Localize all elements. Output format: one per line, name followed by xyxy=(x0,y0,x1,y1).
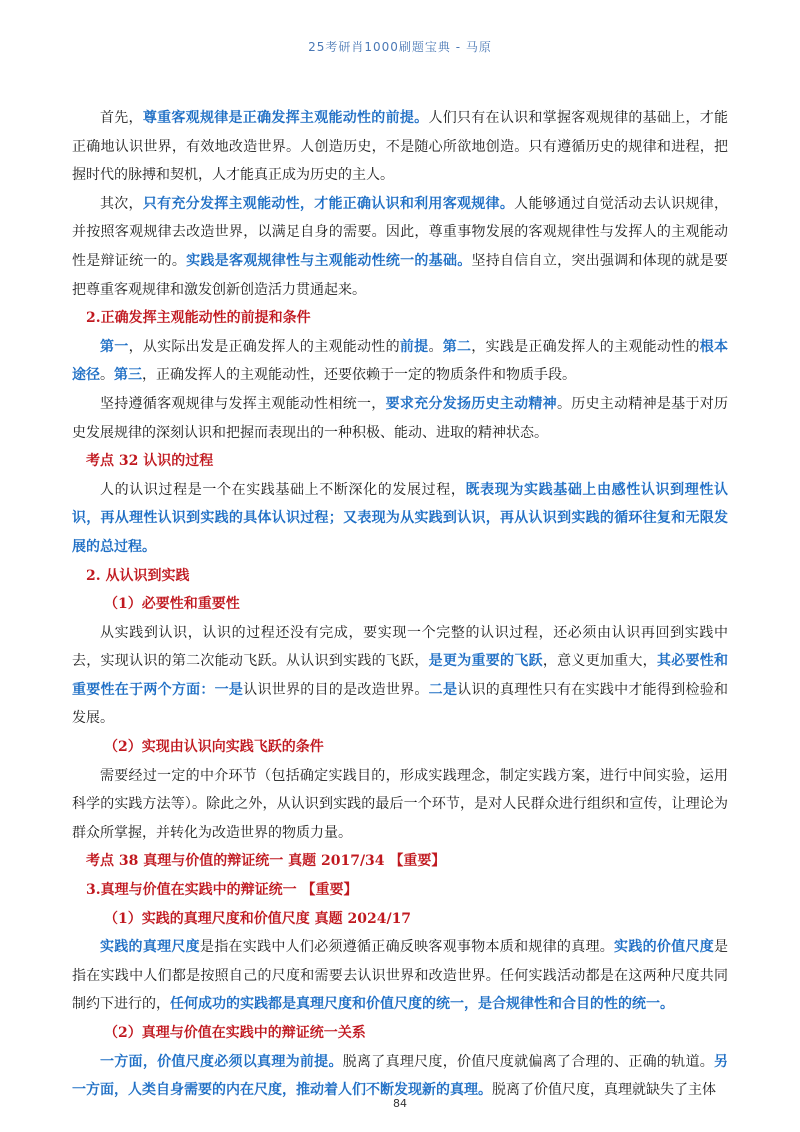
paragraph: 从实践到认识，认识的过程还没有完成，要实现一个完整的认识过程，还必须由认识再回到实践中去，实现认识的第二次能动飞跃。从认识到实践的飞跃，是更为重要的飞跃，意义更加重大，其必要性和重要性在于两个方面：一是认识世界的目的是改造世界。二是认识的真理性只有在实践中才能得到检验和发展。 xyxy=(72,624,729,727)
document-body xyxy=(72,104,728,1105)
section-heading: 考点 32 认识的过程 xyxy=(86,453,214,470)
section-heading: 3.真理与价值在实践中的辩证统一 【重要】 xyxy=(86,882,358,899)
subsection-heading: （2）真理与价值在实践中的辩证统一关系 xyxy=(104,1025,366,1041)
page-number: 84 xyxy=(393,1097,407,1110)
paragraph: 一方面，价值尺度必须以真理为前提。脱离了真理尺度，价值尺度就偏离了合理的、正确的轨道。另一方面，人类自身需要的内在尺度，推动着人们不断发现新的真理。脱离了价值尺度，真理就缺失了主体 xyxy=(72,1053,729,1099)
paragraph: 实践的真理尺度是指在实践中人们必须遵循正确反映客观事物本质和规律的真理。实践的价值尺度是指在实践中人们都是按照自己的尺度和需要去认识世界和改造世界。任何实践活动都是在这两种尺度共同制约下进行的，任何成功的实践都是真理尺度和价值尺度的统一，是合规律性和合目的性的统一。 xyxy=(72,939,728,1013)
paragraph: 首先，尊重客观规律是正确发挥主观能动性的前提。人们只有在认识和掌握客观规律的基础上，才能正确地认识世界，有效地改造世界。人创造历史，不是随心所欲地创造。只有遵循历史的规律和进程，把握时代的脉搏和契机，人才能真正成为历史的主人。 xyxy=(72,110,729,184)
page-header: 25考研肖1000刷题宝典 - 马原 xyxy=(308,40,492,54)
paragraph: 第一，从实际出发是正确发挥人的主观能动性的前提。第二，实践是正确发挥人的主观能动性的根本途径。第三，正确发挥人的主观能动性，还要依赖于一定的物质条件和物质手段。 xyxy=(72,338,729,384)
subsection-heading: （1）必要性和重要性 xyxy=(104,596,240,613)
section-heading: 2. 从认识到实践 xyxy=(86,567,190,584)
paragraph: 人的认识过程是一个在实践基础上不断深化的发展过程，既表现为实践基础上由感性认识到理性认识，再从理性认识到实践的具体认识过程；又表现为从实践到认识，再从认识到实践的循环往复和无限发展的总过程。 xyxy=(72,481,729,555)
paragraph: 需要经过一定的中介环节（包括确定实践目的，形成实践理念，制定实践方案，进行中间实验，运用科学的实践方法等）。除此之外，从认识到实践的最后一个环节，是对人民群众进行组织和宣传，让理论为群众所掌握，并转化为改造世界的物质力量。 xyxy=(72,767,728,841)
paragraph: 其次，只有充分发挥主观能动性，才能正确认识和利用客观规律。人能够通过自觉活动去认识规律，并按照客观规律去改造世界，以满足自身的需要。因此，尊重事物发展的客观规律性与发挥人的主观能动性是辩证统一的。实践是客观规律性与主观能动性统一的基础。坚持自信自立，突出强调和体现的就是要把尊重客观规律和激发创新创造活力贯通起来。 xyxy=(72,195,729,298)
subsection-heading: （1）实践的真理尺度和价值尺度 真题 2024/17 xyxy=(104,910,412,927)
subsection-heading: （2）实现由认识向实践飞跃的条件 xyxy=(104,739,324,756)
paragraph: 坚持遵循客观规律与发挥主观能动性相统一，要求充分发扬历史主动精神。历史主动精神是基于对历史发展规律的深刻认识和把握而表现出的一种积极、能动、进取的精神状态。 xyxy=(72,395,729,441)
section-heading: 考点 38 真理与价值的辩证统一 真题 2017/34 【重要】 xyxy=(86,853,446,870)
section-heading: 2.正确发挥主观能动性的前提和条件 xyxy=(86,310,311,327)
